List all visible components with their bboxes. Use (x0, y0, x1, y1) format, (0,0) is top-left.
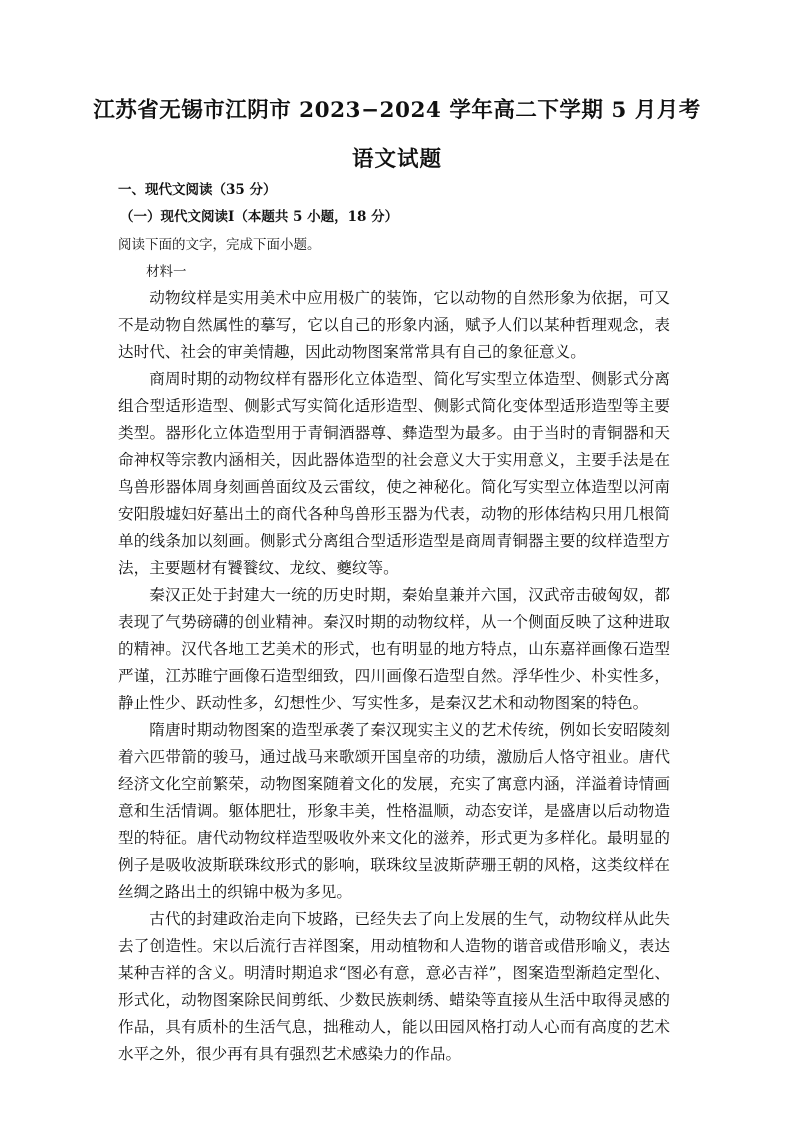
section-heading: 一、现代文阅读（35 分） (118, 182, 277, 198)
material-label: 材料一 (146, 264, 187, 280)
paragraph: 动物纹样是实用美术中应用极广的装饰，它以动物的自然形象为依据，可又不是动物自然属性的摹写，它以自己的形象内涵，赋予人们以某种哲理观念，表达时代、社会的审美情趣，因此动物图案常常具有自己的象征意义。 (118, 289, 670, 361)
document-title: 江苏省无锡市江阴市 2023−2024 学年高二下学期 5 月月考 (93, 98, 701, 123)
paragraph: 隋唐时期动物图案的造型承袭了秦汉现实主义的艺术传统，例如长安昭陵刻着六匹带箭的骏马，通过战马来歌颂开国皇帝的功绩，激励后人恪守祖业。唐代经济文化空前繁荣，动物图案随着文化的发展，充实了寓意内涵，洋溢着诗情画意和生活情调。躯体肥壮，形象丰美，性格温顺，动态安详，是盛唐以后动物造型的特征。唐代动物纹样造型吸收外来文化的滋养，形式更为多样化。最明显的例子是吸收波斯联珠纹形式的影响，联珠纹呈波斯萨珊王朝的风格，这类纹样在丝绸之路出土的织锦中极为多见。 (118, 721, 670, 901)
document-subtitle: 语文试题 (351, 147, 442, 172)
paragraph: 商周时期的动物纹样有器形化立体造型、简化写实型立体造型、侧影式分离组合型适形造型、侧影式写实简化适形造型、侧影式简化变体型适形造型等主要类型。器形化立体造型用于青铜酒器尊、彝造型为最多。由于当时的青铜器和天命神权等宗教内涵相关，因此器体造型的社会意义大于实用意义，主要手法是在鸟兽形器体周身刻画兽面纹及云雷纹，使之神秘化。简化写实型立体造型以河南安阳殷墟妇好墓出土的商代各种鸟兽形玉器为代表，动物的形体结构只用几根简单的线条加以刻画。侧影式分离组合型适形造型是商周青铜器主要的纹样造型方法，主要题材有饕餮纹、龙纹、夔纹等。 (118, 370, 670, 577)
paragraph: 秦汉正处于封建大一统的历史时期，秦始皇兼并六国，汉武帝击破匈奴，都表现了气势磅礴的创业精神。秦汉时期的动物纹样，从一个侧面反映了这种进取的精神。汉代各地工艺美术的形式，也有明显的地方特点，山东嘉祥画像石造型严谨，江苏睢宁画像石造型细致，四川画像石造型自然。浮华性少、朴实性多，静止性少、跃动性多，幻想性少、写实性多，是秦汉艺术和动物图案的特色。 (118, 586, 670, 712)
article-body (118, 285, 670, 1068)
subsection-heading: （一）现代文阅读Ⅰ（本题共 5 小题，18 分） (120, 209, 399, 225)
reading-instruction: 阅读下面的文字，完成下面小题。 (118, 237, 321, 253)
paragraph: 古代的封建政治走向下坡路，已经失去了向上发展的生气，动物纹样从此失去了创造性。宋以后流行吉祥图案，用动植物和人造物的谐音或借形喻义，表达某种吉祥的含义。明清时期追求“图必有意，意必吉祥”，图案造型渐趋定型化、形式化，动物图案除民间剪纸、少数民族刺绣、蜡染等直接从生活中取得灵感的作品，具有质朴的生活气息，拙稚动人，能以田园风格打动人心而有高度的艺术水平之外，很少再有具有强烈艺术感染力的作品。 (118, 910, 670, 1063)
